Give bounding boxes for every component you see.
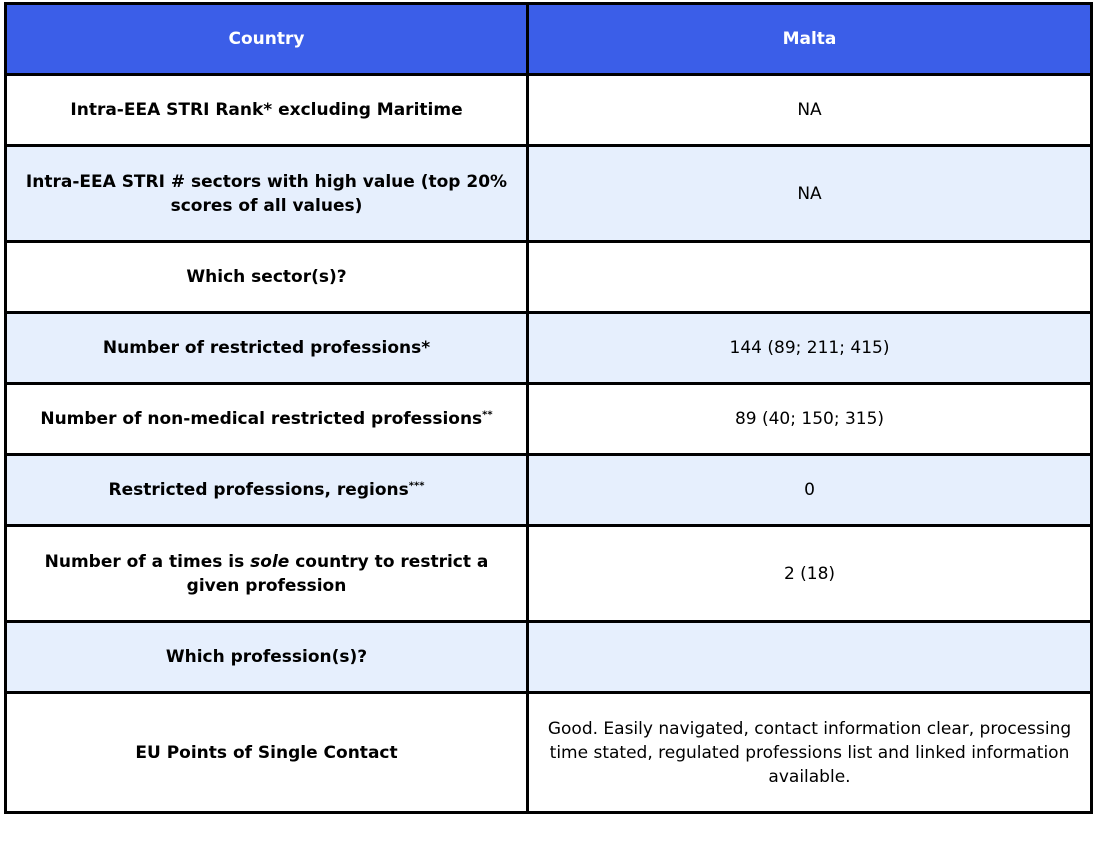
row-value-stri-rank: NA bbox=[528, 75, 1092, 146]
row-label-regions-text: Restricted professions, regions bbox=[108, 480, 409, 500]
row-value-restricted-professions: 144 (89; 211; 415) bbox=[528, 313, 1092, 384]
table-row bbox=[6, 313, 1092, 384]
table-row bbox=[6, 75, 1092, 146]
footnote-marker: *** bbox=[408, 480, 425, 492]
table-row bbox=[6, 526, 1092, 622]
row-value-stri-sectors: NA bbox=[528, 146, 1092, 242]
row-value-regions: 0 bbox=[528, 455, 1092, 526]
row-label-restricted-professions: Number of restricted professions* bbox=[6, 313, 528, 384]
row-label-non-medical-text: Number of non-medical restricted professions bbox=[40, 409, 483, 429]
row-label-non-medical bbox=[6, 384, 528, 455]
row-label-which-professions: Which profession(s)? bbox=[6, 622, 528, 693]
row-label-sole-post: country to restrict a given profession bbox=[186, 551, 489, 596]
row-label-sole-country bbox=[6, 526, 528, 622]
row-label-stri-rank: Intra-EEA STRI Rank* excluding Maritime bbox=[6, 75, 528, 146]
table-row bbox=[6, 693, 1092, 813]
table-row bbox=[6, 384, 1092, 455]
table-row bbox=[6, 455, 1092, 526]
row-label-sole-pre: Number of a times is bbox=[44, 551, 251, 572]
header-country: Country bbox=[6, 4, 528, 75]
table-row bbox=[6, 146, 1092, 242]
row-value-single-contact: Good. Easily navigated, contact information clear, processing time stated, regulated professions list and linked information available. bbox=[528, 693, 1092, 813]
row-label-single-contact: EU Points of Single Contact bbox=[6, 693, 528, 813]
row-label-regions bbox=[6, 455, 528, 526]
row-label-which-sectors: Which sector(s)? bbox=[6, 242, 528, 313]
country-comparison-table bbox=[4, 2, 1093, 814]
row-value-which-sectors bbox=[528, 242, 1092, 313]
footnote-marker: ** bbox=[482, 409, 493, 421]
row-value-sole-country: 2 (18) bbox=[528, 526, 1092, 622]
row-label-stri-sectors: Intra-EEA STRI # sectors with high value (top 20% scores of all values) bbox=[6, 146, 528, 242]
row-label-sole-em: sole bbox=[250, 551, 290, 572]
row-value-which-professions bbox=[528, 622, 1092, 693]
table-header-row bbox=[6, 4, 1092, 75]
table-row bbox=[6, 622, 1092, 693]
table-row bbox=[6, 242, 1092, 313]
header-malta: Malta bbox=[528, 4, 1092, 75]
row-value-non-medical: 89 (40; 150; 315) bbox=[528, 384, 1092, 455]
